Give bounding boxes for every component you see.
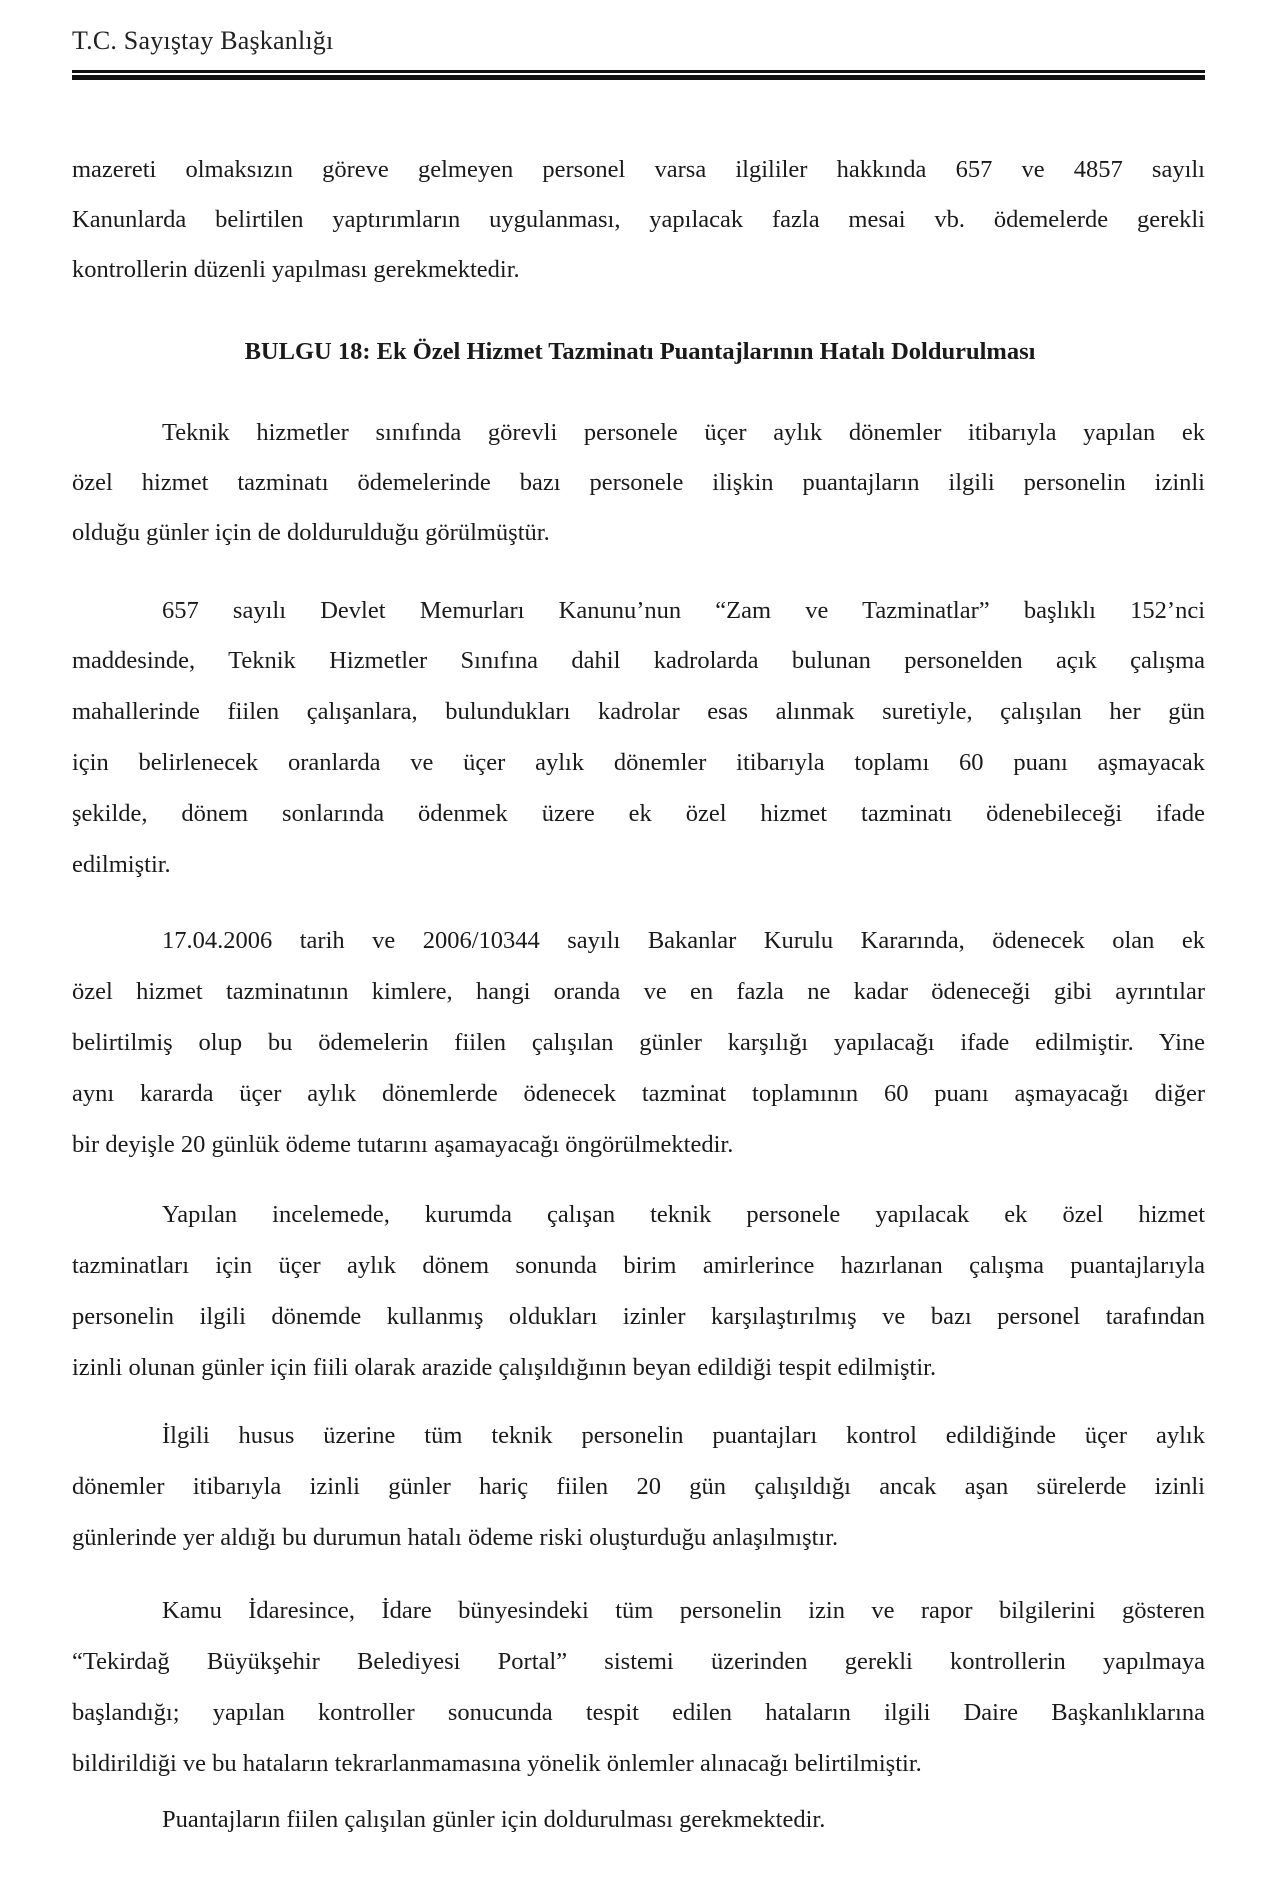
text-line: Yapılan incelemede, kurumda çalışan teknik personele yapılacak ek özel hizmet: [162, 1201, 1205, 1228]
text-line: Kamu İdaresince, İdare bünyesindeki tüm personelin izin ve rapor bilgilerini gösteren: [162, 1597, 1205, 1624]
text-line: mahallerinde fiilen çalışanlara, bulundukları kadrolar esas alınmak suretiyle, çalışılan her gün: [72, 698, 1205, 725]
text-line: günlerinde yer aldığı bu durumun hatalı ödeme riski oluşturduğu anlaşılmıştır.: [72, 1524, 839, 1551]
text-line: maddesinde, Teknik Hizmetler Sınıfına dahil kadrolarda bulunan personelden açık çalışma: [72, 647, 1205, 674]
text-line: şekilde, dönem sonlarında ödenmek üzere ek özel hizmet tazminatı ödenebileceği ifade: [72, 800, 1205, 827]
text-line: Puantajların fiilen çalışılan günler için doldurulması gerekmektedir.: [162, 1806, 826, 1833]
text-line: 657 sayılı Devlet Memurları Kanunu’nun “Zam ve Tazminatlar” başlıklı 152’nci: [162, 597, 1205, 624]
text-line: Teknik hizmetler sınıfında görevli personele üçer aylık dönemler itibarıyla yapılan ek: [162, 419, 1205, 446]
text-line: için belirlenecek oranlarda ve üçer aylık dönemler itibarıyla toplamı 60 puanı aşmayacak: [72, 749, 1205, 776]
text-line: mazereti olmaksızın göreve gelmeyen personel varsa ilgililer hakkında 657 ve 4857 sayılı: [72, 156, 1205, 183]
header-title: T.C. Sayıştay Başkanlığı: [72, 26, 334, 55]
text-line: bir deyişle 20 günlük ödeme tutarını aşamayacağı öngörülmektedir.: [72, 1131, 734, 1158]
text-line: personelin ilgili dönemde kullanmış oldukları izinler karşılaştırılmış ve bazı personel tarafından: [72, 1303, 1205, 1330]
finding-heading: BULGU 18: Ek Özel Hizmet Tazminatı Puantajlarının Hatalı Doldurulması: [244, 338, 1036, 365]
text-line: edilmiştir.: [72, 851, 171, 878]
text-line: belirtilmiş olup bu ödemelerin fiilen çalışılan günler karşılığı yapılacağı ifade edilmiştir. Yine: [72, 1029, 1205, 1056]
text-line: özel hizmet tazminatı ödemelerinde bazı personele ilişkin puantajların ilgili personelin izinli: [72, 469, 1205, 496]
header-rule-thin: [72, 70, 1205, 73]
text-line: olduğu günler için de doldurulduğu görülmüştür.: [72, 519, 550, 546]
text-line: Kanunlarda belirtilen yaptırımların uygulanması, yapılacak fazla mesai vb. ödemelerde gerekli: [72, 206, 1205, 233]
text-line: başlandığı; yapılan kontroller sonucunda tespit edilen hataların ilgili Daire Başkanlıklarına: [72, 1699, 1205, 1726]
text-line: tazminatları için üçer aylık dönem sonunda birim amirlerince hazırlanan çalışma puantajlarıyla: [72, 1252, 1205, 1279]
text-line: dönemler itibarıyla izinli günler hariç fiilen 20 gün çalışıldığı ancak aşan sürelerde izinli: [72, 1473, 1205, 1500]
text-line: 17.04.2006 tarih ve 2006/10344 sayılı Bakanlar Kurulu Kararında, ödenecek olan ek: [162, 927, 1205, 954]
text-line: “Tekirdağ Büyükşehir Belediyesi Portal” sistemi üzerinden gerekli kontrollerin yapılmaya: [72, 1648, 1205, 1675]
text-line: İlgili husus üzerine tüm teknik personelin puantajları kontrol edildiğinde üçer aylık: [162, 1422, 1205, 1449]
text-line: bildirildiği ve bu hataların tekrarlanmamasına yönelik önlemler alınacağı belirtilmiştir.: [72, 1750, 922, 1777]
text-line: kontrollerin düzenli yapılması gerekmektedir.: [72, 256, 520, 283]
header-double-rule: [72, 70, 1205, 82]
text-line: özel hizmet tazminatının kimlere, hangi oranda ve en fazla ne kadar ödeneceği gibi ayrıntılar: [72, 978, 1205, 1005]
header-rule-thick: [72, 75, 1205, 80]
text-line: aynı kararda üçer aylık dönemlerde ödenecek tazminat toplamının 60 puanı aşmayacağı diğer: [72, 1080, 1205, 1107]
text-line: izinli olunan günler için fiili olarak arazide çalışıldığının beyan edildiği tespit edilmiştir.: [72, 1354, 937, 1381]
